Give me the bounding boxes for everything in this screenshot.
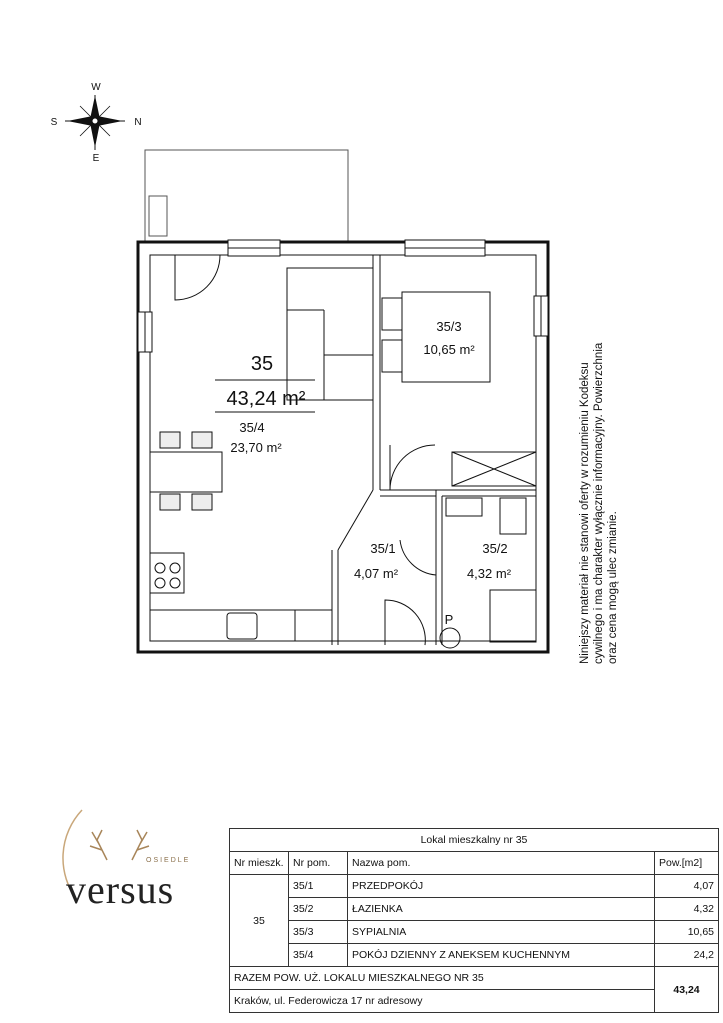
row-name: POKÓJ DZIENNY Z ANEKSEM KUCHENNYM	[348, 944, 655, 967]
logo-subtitle: OSIEDLE	[146, 857, 191, 864]
total-value: 43,24	[655, 967, 719, 1013]
logo-wordmark: versus	[66, 867, 175, 912]
room-label-35-4: 35/4	[239, 420, 265, 435]
hdr-nr-mieszk: Nr mieszk.	[230, 852, 289, 875]
balcony	[145, 150, 348, 242]
hdr-name: Nazwa pom.	[348, 852, 655, 875]
room-area-35-1: 4,07 m²	[353, 566, 399, 581]
unit-table	[229, 828, 719, 1013]
compass-n: N	[134, 117, 142, 128]
row-nr: 35/1	[289, 875, 348, 898]
row-area: 4,07	[655, 875, 719, 898]
disclaimer-note	[578, 304, 620, 664]
marker-p: P	[444, 612, 454, 627]
row-area: 24,2	[655, 944, 719, 967]
table-row	[230, 898, 719, 921]
table-row	[230, 875, 719, 898]
room-area-35-2: 4,32 m²	[466, 566, 512, 581]
table-row	[230, 944, 719, 967]
table-title: Lokal mieszkalny nr 35	[230, 829, 719, 852]
row-nr: 35/4	[289, 944, 348, 967]
disclaimer-line-3: oraz cena mogą ulec zmianie.	[607, 511, 619, 664]
row-name: SYPIALNIA	[348, 921, 655, 944]
doors	[175, 255, 436, 645]
kitchen-counter	[150, 553, 332, 641]
room-label-35-1: 35/1	[370, 541, 396, 556]
unit-area: 43,24 m²	[226, 388, 306, 410]
room-label-35-2: 35/2	[482, 541, 508, 556]
unit-number: 35	[250, 353, 274, 375]
row-name: ŁAZIENKA	[348, 898, 655, 921]
windows	[138, 240, 548, 352]
compass-e: E	[92, 153, 100, 164]
compass-rose-icon	[65, 95, 125, 150]
row-nr: 35/3	[289, 921, 348, 944]
dining-table	[150, 432, 222, 510]
address: Kraków, ul. Federowicza 17 nr adresowy	[230, 990, 655, 1013]
hdr-nr-pom: Nr pom.	[289, 852, 348, 875]
disclaimer-line-1: Niniejszy materiał nie stanowi oferty w rozumieniu Kodeksu	[579, 362, 591, 664]
hdr-area: Pow.[m2]	[655, 852, 719, 875]
row-name: PRZEDPOKÓJ	[348, 875, 655, 898]
interior-walls	[332, 255, 536, 645]
row-area: 4,32	[655, 898, 719, 921]
row-nr: 35/2	[289, 898, 348, 921]
total-label: RAZEM POW. UŻ. LOKALU MIESZKALNEGO NR 35	[230, 967, 655, 990]
room-area-35-4: 23,70 m²	[230, 440, 282, 455]
row-area: 10,65	[655, 921, 719, 944]
table-row	[230, 921, 719, 944]
room-label-35-3: 35/3	[436, 319, 462, 334]
bed	[382, 292, 490, 382]
room-area-35-3: 10,65 m²	[423, 342, 475, 357]
unit-cell: 35	[230, 875, 289, 967]
disclaimer-line-2: cywilnego i ma charakter wyłącznie informacyjny. Powierzchnia	[593, 342, 605, 664]
compass-w: W	[91, 82, 101, 93]
wardrobe	[452, 452, 536, 486]
compass-s: S	[50, 117, 58, 128]
